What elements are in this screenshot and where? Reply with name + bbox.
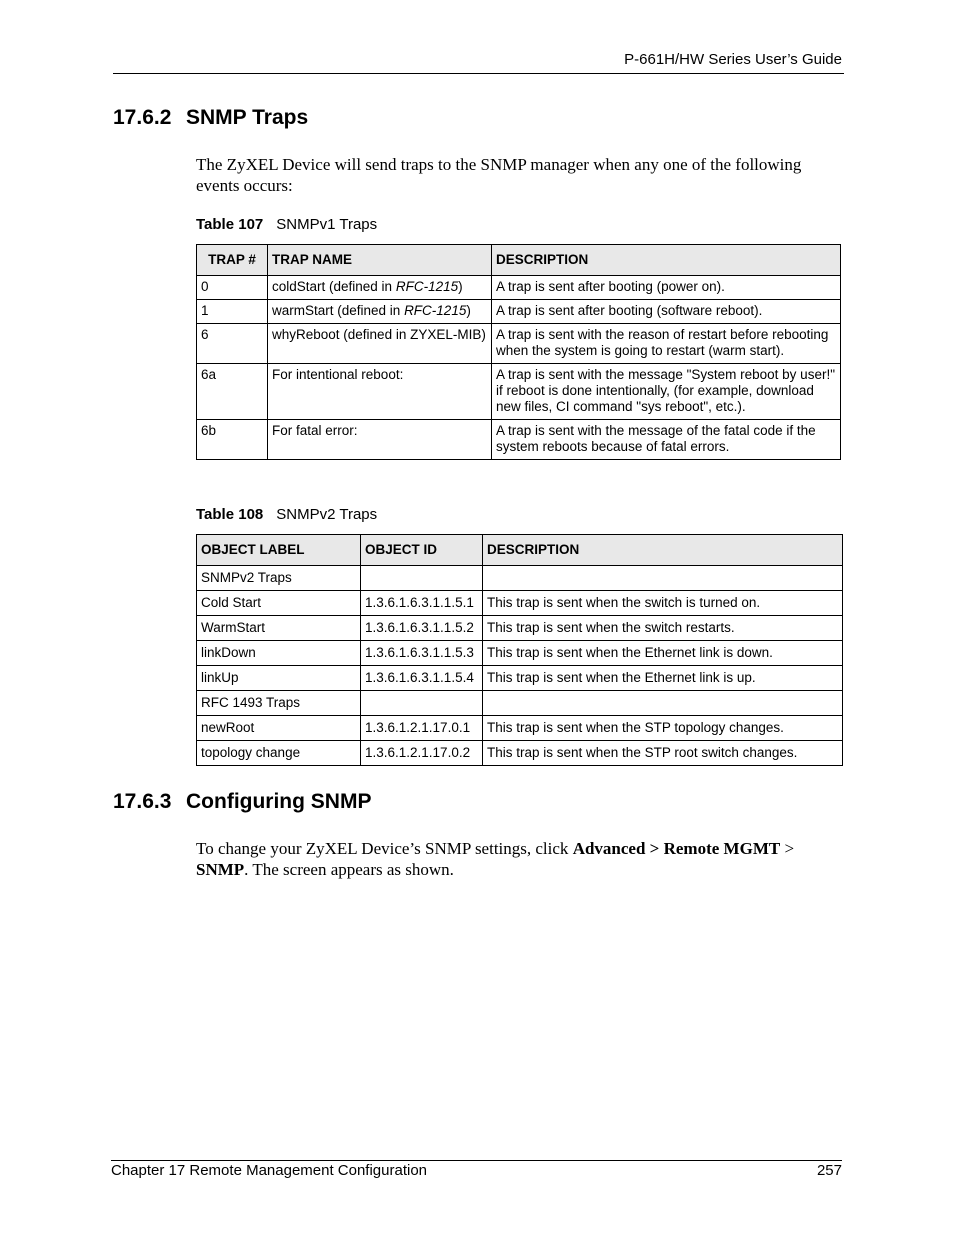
object-label-cell: Cold Start xyxy=(197,591,361,616)
paragraph-text: . The screen appears as shown. xyxy=(244,860,454,879)
object-label-cell: RFC 1493 Traps xyxy=(197,691,361,716)
footer-page-number: 257 xyxy=(816,1162,842,1179)
description-cell: A trap is sent with the reason of restart before rebooting when the system is going to restart (warm start). xyxy=(492,324,841,364)
column-header: DESCRIPTION xyxy=(492,245,841,276)
object-id-cell: 1.3.6.1.6.3.1.1.5.3 xyxy=(361,641,483,666)
paragraph-text: To change your ZyXEL Device’s SNMP settings, click xyxy=(196,839,573,858)
configure-paragraph xyxy=(196,838,836,880)
object-id-cell xyxy=(361,691,483,716)
menu-item-snmp: SNMP xyxy=(196,860,245,879)
intro-paragraph: The ZyXEL Device will send traps to the SNMP manager when any one of the following events occurs: xyxy=(196,155,802,195)
table-row xyxy=(197,420,841,460)
object-label-cell: topology change xyxy=(197,741,361,766)
running-header: P-661H/HW Series User’s Guide xyxy=(624,51,842,68)
rfc-reference: RFC-1215 xyxy=(395,279,459,294)
footer-rule xyxy=(111,1160,842,1161)
table-row xyxy=(197,741,843,766)
table-caption: SNMPv1 Traps xyxy=(276,216,378,233)
table-label: Table 107 xyxy=(196,216,264,233)
trap-name: coldStart (defined in xyxy=(272,279,396,294)
trap-name: For intentional reboot: xyxy=(272,367,404,382)
column-header: OBJECT LABEL xyxy=(197,535,361,566)
description-cell: This trap is sent when the STP topology changes. xyxy=(483,716,843,741)
table-row xyxy=(197,364,841,420)
object-label-cell: newRoot xyxy=(197,716,361,741)
trap-number-cell: 6b xyxy=(197,420,268,460)
object-label-cell: linkUp xyxy=(197,666,361,691)
description-cell: This trap is sent when the Ethernet link is down. xyxy=(483,641,843,666)
trap-name-cell xyxy=(268,420,492,460)
trap-number-cell: 6 xyxy=(197,324,268,364)
description-cell: A trap is sent after booting (power on). xyxy=(492,276,841,300)
table-row xyxy=(197,616,843,641)
object-id-cell xyxy=(361,566,483,591)
description-cell: This trap is sent when the switch is turned on. xyxy=(483,591,843,616)
column-header: OBJECT ID xyxy=(361,535,483,566)
description-cell: This trap is sent when the switch restarts. xyxy=(483,616,843,641)
table-caption: SNMPv2 Traps xyxy=(276,506,378,523)
section-number: 17.6.2 xyxy=(113,106,172,129)
trap-name-suffix: ) xyxy=(466,303,471,318)
section-heading-configuring-snmp xyxy=(113,790,371,814)
trap-number-cell: 6a xyxy=(197,364,268,420)
table-row xyxy=(197,641,843,666)
column-header: TRAP NAME xyxy=(268,245,492,276)
trap-name: warmStart (defined in xyxy=(272,303,405,318)
table-107-caption xyxy=(196,216,377,233)
object-id-cell: 1.3.6.1.2.1.17.0.2 xyxy=(361,741,483,766)
description-cell: A trap is sent after booting (software reboot). xyxy=(492,300,841,324)
table-row xyxy=(197,691,843,716)
description-cell: A trap is sent with the message of the fatal code if the system reboots because of fatal errors. xyxy=(492,420,841,460)
section-title: Configuring SNMP xyxy=(186,790,372,813)
table-row xyxy=(197,276,841,300)
table-row xyxy=(197,591,843,616)
object-label-cell: linkDown xyxy=(197,641,361,666)
section-title: SNMP Traps xyxy=(186,106,309,129)
description-cell: This trap is sent when the Ethernet link is up. xyxy=(483,666,843,691)
paragraph-text: > xyxy=(780,839,795,858)
trap-number-cell: 1 xyxy=(197,300,268,324)
header-rule xyxy=(113,73,844,74)
trap-name-cell xyxy=(268,324,492,364)
snmpv2-traps-table xyxy=(196,534,843,766)
trap-name-cell xyxy=(268,364,492,420)
table-header-row xyxy=(197,245,841,276)
table-108-caption xyxy=(196,506,377,523)
object-id-cell: 1.3.6.1.6.3.1.1.5.4 xyxy=(361,666,483,691)
table-label: Table 108 xyxy=(196,506,264,523)
trap-name: For fatal error: xyxy=(272,423,358,438)
table-header-row xyxy=(197,535,843,566)
rfc-reference: RFC-1215 xyxy=(404,303,467,318)
object-label-cell: WarmStart xyxy=(197,616,361,641)
table-row xyxy=(197,300,841,324)
snmpv1-traps-table xyxy=(196,244,841,460)
object-label-cell: SNMPv2 Traps xyxy=(197,566,361,591)
table-row xyxy=(197,716,843,741)
section-heading-snmp-traps xyxy=(113,106,308,130)
footer-chapter: Chapter 17 Remote Management Configuration xyxy=(111,1162,428,1179)
trap-name-cell xyxy=(268,276,492,300)
trap-name: whyReboot (defined in ZYXEL-MIB) xyxy=(272,327,486,342)
column-header: TRAP # xyxy=(197,245,268,276)
description-cell xyxy=(483,691,843,716)
description-cell: A trap is sent with the message "System reboot by user!" if reboot is done intentionally, (for example, download new files, CI command "sys reboot", etc.). xyxy=(492,364,841,420)
trap-name-suffix: ) xyxy=(458,279,463,294)
column-header: DESCRIPTION xyxy=(483,535,843,566)
trap-number-cell: 0 xyxy=(197,276,268,300)
table-row xyxy=(197,666,843,691)
description-cell: This trap is sent when the STP root switch changes. xyxy=(483,741,843,766)
menu-path: Advanced > Remote MGMT xyxy=(572,839,781,858)
object-id-cell: 1.3.6.1.6.3.1.1.5.1 xyxy=(361,591,483,616)
description-cell xyxy=(483,566,843,591)
section-number: 17.6.3 xyxy=(113,790,172,813)
object-id-cell: 1.3.6.1.6.3.1.1.5.2 xyxy=(361,616,483,641)
table-row xyxy=(197,566,843,591)
object-id-cell: 1.3.6.1.2.1.17.0.1 xyxy=(361,716,483,741)
table-row xyxy=(197,324,841,364)
trap-name-cell xyxy=(268,300,492,324)
